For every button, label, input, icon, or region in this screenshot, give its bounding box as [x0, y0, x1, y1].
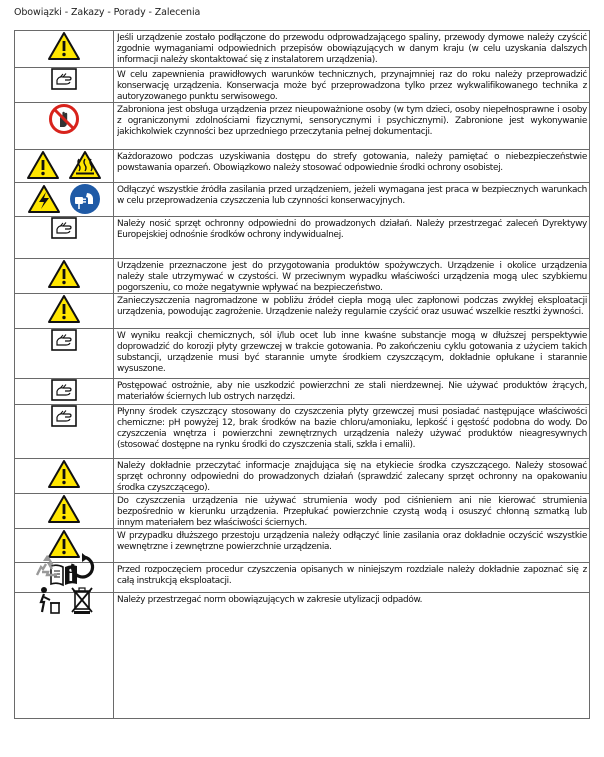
instruction-text: Postępować ostrożnie, aby nie uszkodzić powierzchni ze stali nierdzewnej. Nie używać produktów żrących, materiałów ściernych lub ostrych narzędzi.	[117, 380, 587, 402]
hand-book-icon	[51, 329, 77, 351]
table-row	[15, 67, 590, 102]
instruction-text: Każdorazowo podczas uzyskiwania dostępu do strefy gotowania, należy pamiętać o niebezpieczeństwie powstawania oparzeń. Obowiązkowo należy stosować odpowiednie środki ochrony osobistej.	[117, 151, 587, 173]
text-cell	[114, 149, 590, 182]
icon-cell	[15, 404, 114, 458]
instruction-text: Do czyszczenia urządzenia nie używać strumienia wody pod ciśnieniem ani nie kierować strumienia bezpośrednio w kierunku urządzenia. Przepłukać powierzchnie czystą wodą i osuszyć chłonną szmatką lub innym materiałem bez właściwości ściernych.	[117, 495, 587, 528]
text-cell	[114, 592, 590, 718]
text-cell	[114, 378, 590, 404]
icon-cell	[15, 67, 114, 102]
icon-cell	[15, 458, 114, 493]
text-cell	[114, 562, 590, 592]
electric-hazard-icon	[27, 184, 61, 214]
instruction-text: Jeśli urządzenie zostało podłączone do przewodu odprowadzającego spaliny, przewody dymowe należy czyścić zgodnie wymaganiami odpowiednich przepisów obowiązujących w danym kraju (w celu uzyskania dalszych informacji należy skontaktować się z instalatorem urządzenia).	[117, 33, 587, 66]
no-touch-prohibition-icon	[48, 103, 80, 135]
dispose-person-icon	[34, 585, 62, 615]
table-row	[15, 182, 590, 216]
icon-cell	[15, 31, 114, 68]
warning-triangle-icon	[47, 294, 81, 324]
page-title: Obowiązki - Zakazy - Porady - Zalecenia	[14, 7, 201, 18]
instruction-text: Przed rozpoczęciem procedur czyszczenia opisanych w niniejszym rozdziale należy dokładnie zapoznać się z całą instrukcją eksploatacji.	[117, 564, 587, 586]
instruction-text: Odłączyć wszystkie źródła zasilania przed urządzeniem, jeżeli wymagana jest praca w bezpiecznych warunkach w celu przeprowadzenia czyszczenia lub czynności konserwacyjnych.	[117, 184, 587, 206]
warning-triangle-icon	[26, 150, 60, 180]
table-row	[15, 378, 590, 404]
instruction-text: W wyniku reakcji chemicznych, sól i/lub ocet lub inne kwaśne substancje mogą w dłuższej perspektywie doprowadzić do korozji płyty grzewczej w trakcie gotowania. Po zakończeniu cyklu gotowania z użyciem takich substancji, urządzenie musi być starannie umyte środkiem czyszczącym, dokładnie opłukane i starannie wysuszone.	[117, 330, 587, 375]
text-cell	[114, 102, 590, 149]
table-row	[15, 102, 590, 149]
table-row	[15, 31, 590, 68]
icon-cell	[15, 258, 114, 293]
table-row	[15, 493, 590, 528]
hand-book-icon	[51, 217, 77, 239]
icon-cell	[15, 293, 114, 328]
table-row	[15, 592, 590, 718]
text-cell	[114, 67, 590, 102]
table-row	[15, 149, 590, 182]
recycle-icon	[33, 553, 61, 581]
hand-book-icon	[51, 405, 77, 427]
warning-triangle-icon	[47, 31, 81, 61]
text-cell	[114, 31, 590, 68]
hand-book-icon	[51, 68, 77, 90]
hot-surface-icon	[68, 150, 102, 180]
table-row	[15, 404, 590, 458]
instruction-text: W celu zapewnienia prawidłowych warunków technicznych, przynajmniej raz do roku należy przeprowadzić konserwację urządzenia. Konserwacja może być przeprowadzona tylko przez wykwalifikowanego technika z autoryzowanego punktu serwisowego.	[117, 69, 587, 102]
instruction-text: Zanieczyszczenia nagromadzone w pobliżu źródeł ciepła mogą ulec zapłonowi podczas zwykłej eksploatacji urządzenia, powodując zagrożenie. Urządzenie należy regularnie czyścić oraz usuwać wszelkie resztki żywności.	[117, 295, 587, 317]
disconnect-plug-icon	[69, 183, 101, 215]
text-cell	[114, 404, 590, 458]
safety-table	[14, 30, 590, 719]
text-cell	[114, 182, 590, 216]
table-row	[15, 458, 590, 493]
warning-triangle-icon	[47, 494, 81, 524]
table-row	[15, 328, 590, 378]
text-cell	[114, 258, 590, 293]
instruction-text: Zabroniona jest obsługa urządzenia przez nieupoważnione osoby (w tym dzieci, osoby niepełnosprawne i osoby z ograniczonymi zdolnościami fizycznymi, sensorycznymi i psychicznymi). Zabronione jest wykonywanie jakichkolwiek czynności bez uprzedniego przeczytania pełnej dokumentacji.	[117, 104, 587, 138]
text-cell	[114, 528, 590, 562]
table-row	[15, 216, 590, 258]
icon-cell	[15, 493, 114, 528]
icon-cell	[15, 102, 114, 149]
table-row	[15, 258, 590, 293]
icon-cell	[15, 216, 114, 258]
instruction-text: Należy nosić sprzęt ochronny odpowiedni do prowadzonych działań. Należy przestrzegać zaleceń Dyrektywy Europejskiej odnośnie środków ochrony indywidualnej.	[117, 218, 587, 240]
text-cell	[114, 328, 590, 378]
return-arrow-icon	[69, 553, 95, 581]
warning-triangle-icon	[47, 459, 81, 489]
instruction-text: Należy przestrzegać norm obowiązujących w zakresie utylizacji odpadów.	[117, 594, 423, 605]
table-row	[15, 293, 590, 328]
icon-cell	[15, 149, 114, 182]
instruction-text: Urządzenie przeznaczone jest do przygotowania produktów spożywczych. Urządzenie i okolice urządzenia należy stale utrzymywać w czystości. W przeciwnym wypadku właściwości urządzenia mogą ulec szybkiemu pogorszeniu, co może negatywnie wpływać na bezpieczeństwo.	[117, 260, 587, 293]
text-cell	[114, 458, 590, 493]
icon-cell	[15, 592, 114, 718]
instruction-text: Należy dokładnie przeczytać informacje znajdująca się na etykiecie środka czyszczącego. Należy stosować sprzęt ochronny odpowiedni do prowadzonych działań (sprawdzić zalecany sprzęt ochronny na opakowaniu środka czyszczącego).	[117, 460, 587, 493]
crossed-bin-icon	[70, 585, 94, 615]
text-cell	[114, 216, 590, 258]
hand-book-icon	[51, 379, 77, 401]
icon-cell	[15, 378, 114, 404]
instruction-text: Płynny środek czyszczący stosowany do czyszczenia płyty grzewczej musi posiadać następujące właściwości chemiczne: pH powyżej 12, brak środków na bazie chloru/amoniaku, lepkość i gęstość podobna do wody. Do czyszczenia wnętrza i powierzchni zewnętrznych urządzenia należy używać produktów nieagresywnych (stosować dostępne na rynku środki do czyszczenia stali, szkła i emalii).	[117, 406, 587, 451]
warning-triangle-icon	[47, 259, 81, 289]
icon-cell	[15, 328, 114, 378]
icon-cell	[15, 182, 114, 216]
text-cell	[114, 493, 590, 528]
instruction-text: W przypadku dłuższego przestoju urządzenia należy odłączyć linie zasilania oraz dokładnie oczyścić wszystkie wewnętrzne i zewnętrzne powierzchnie urządzenia.	[117, 530, 587, 552]
text-cell	[114, 293, 590, 328]
